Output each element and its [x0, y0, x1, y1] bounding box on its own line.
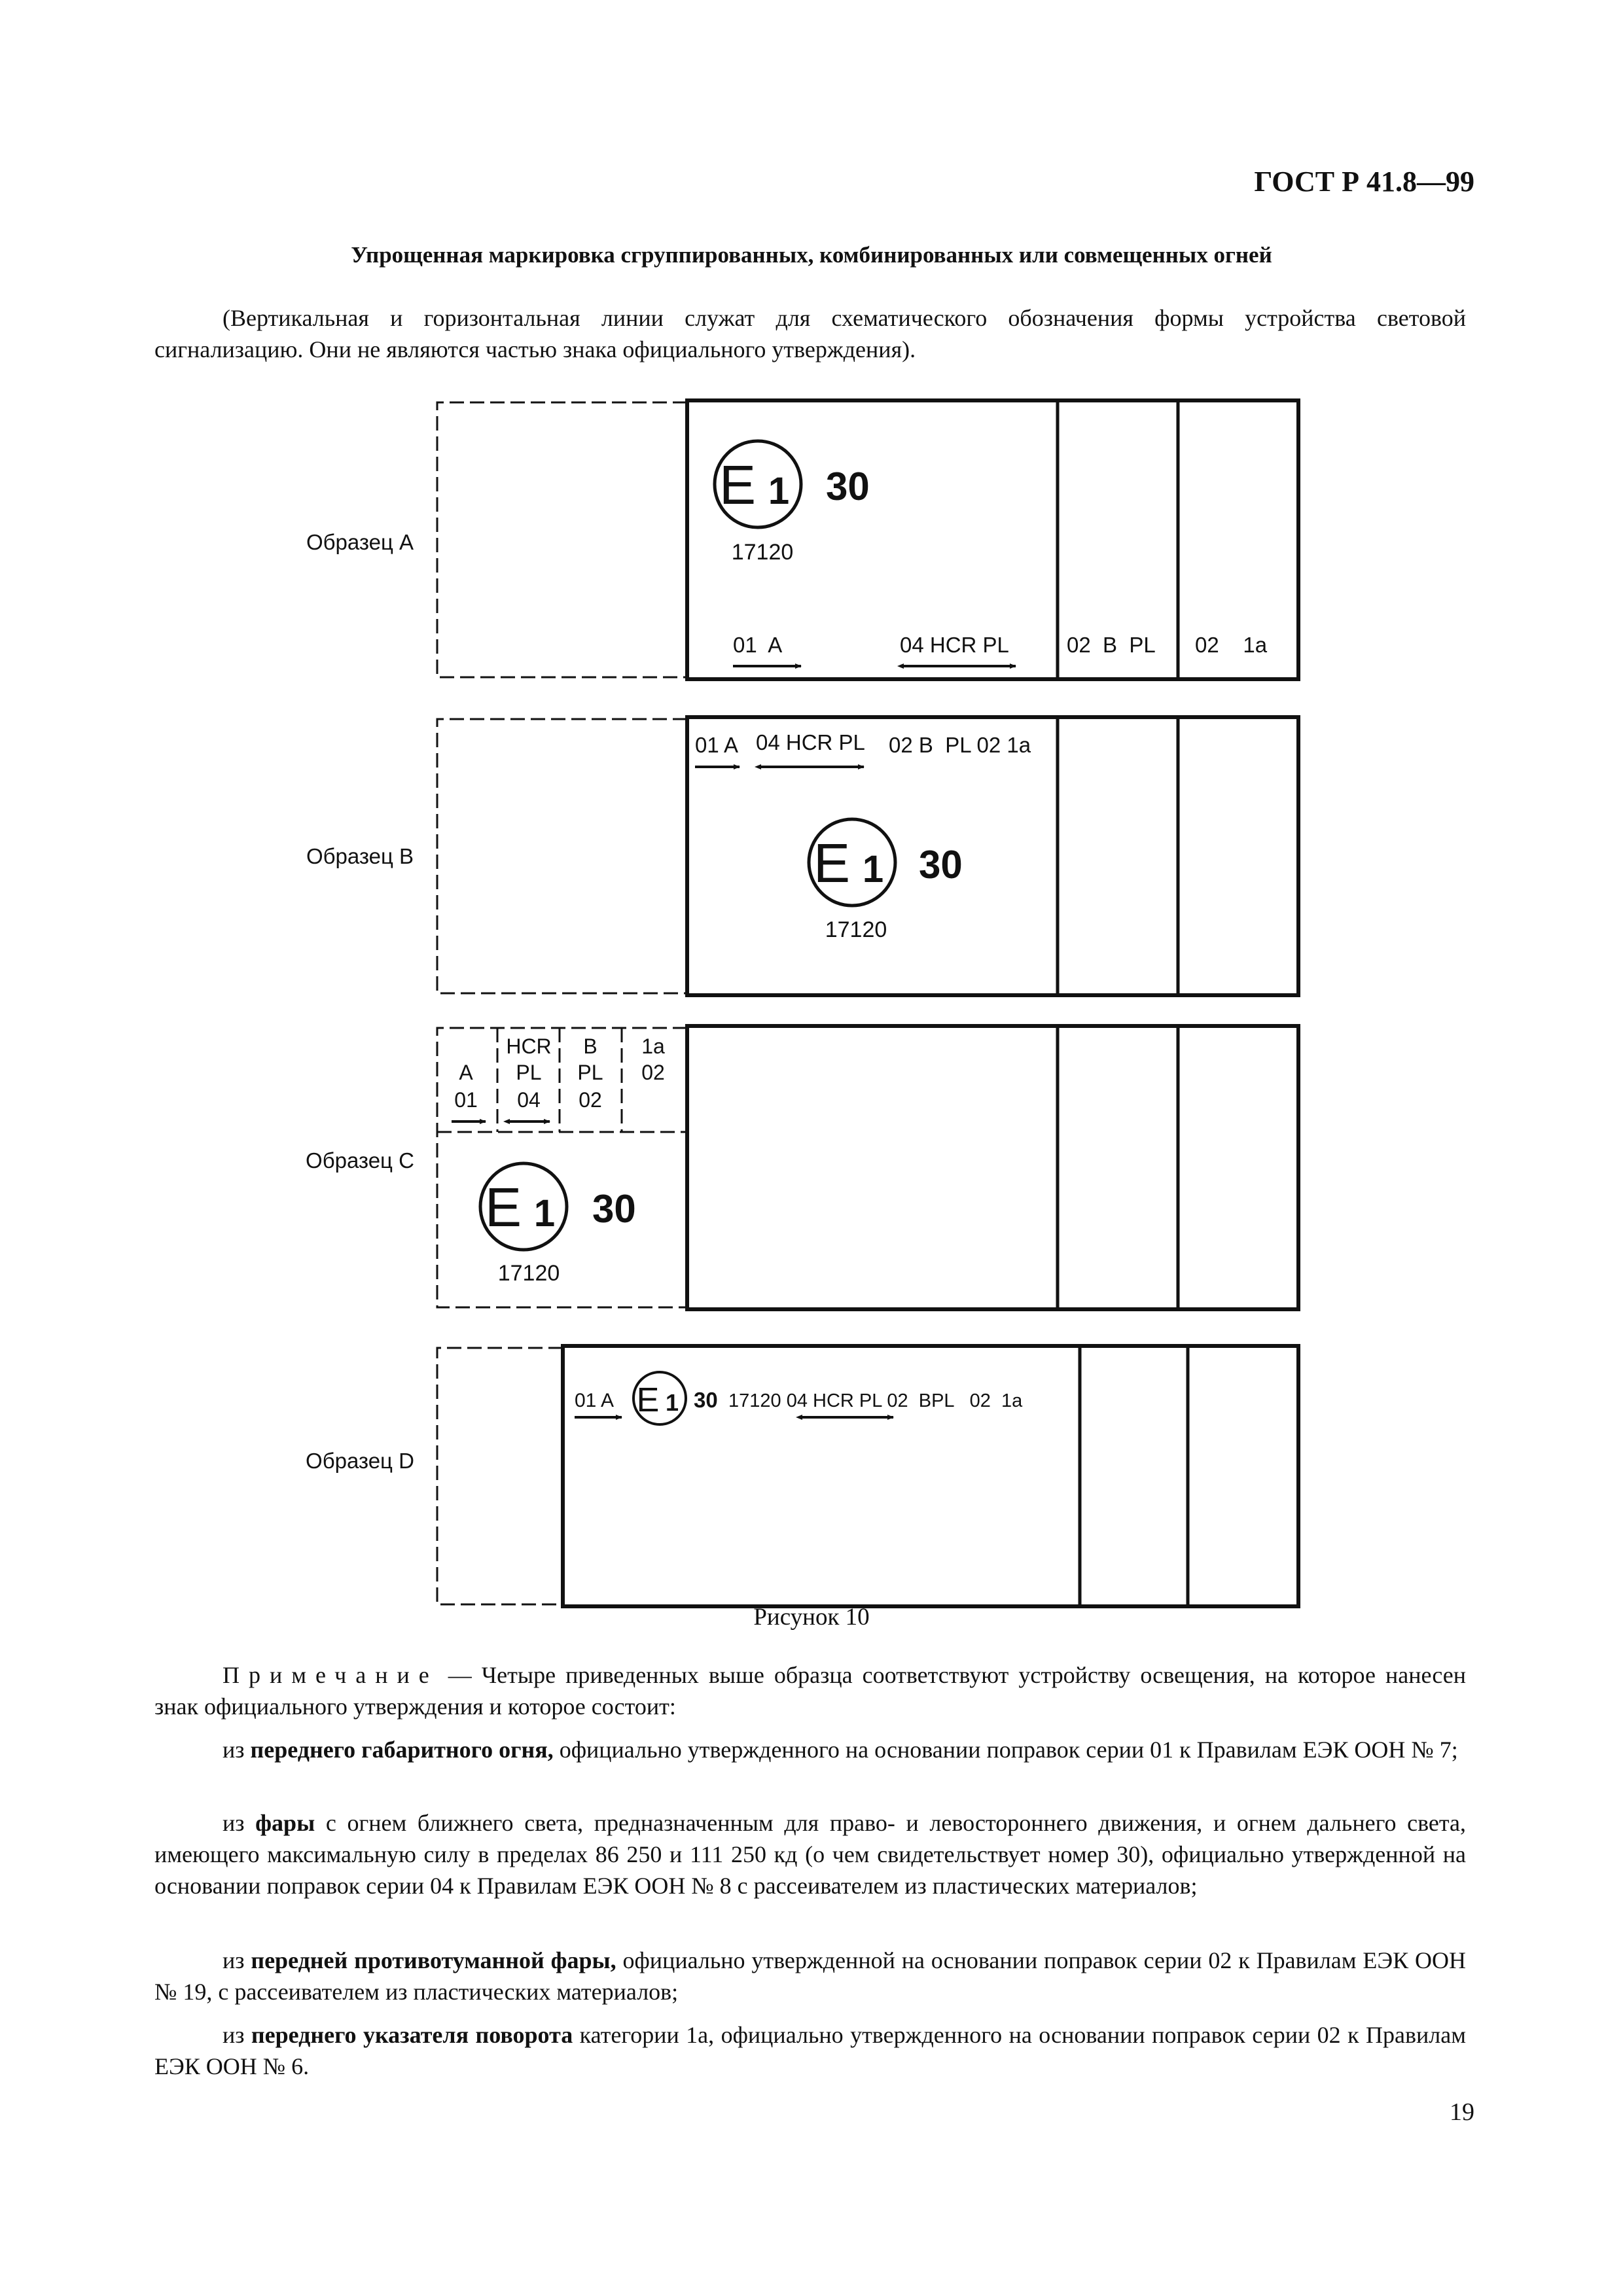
approval-mark — [809, 819, 963, 942]
code-fog-b: B — [583, 1034, 597, 1058]
sample-d — [306, 1346, 1298, 1606]
list-item — [154, 1807, 1466, 1901]
approval-series: 30 — [694, 1388, 718, 1412]
code-position-lamp: 01 A — [695, 733, 739, 757]
document-header: ГОСТ Р 41.8—99 — [1254, 166, 1474, 198]
list-item — [154, 1945, 1466, 2007]
approval-series: 30 — [919, 843, 963, 887]
code-position-lamp: 01 A — [575, 1390, 615, 1411]
approval-letter: E — [636, 1381, 660, 1419]
item-term: переднего указателя поворота — [251, 2022, 573, 2048]
list-item — [154, 2019, 1466, 2082]
approval-series: 30 — [592, 1187, 636, 1231]
item-term: передней противотуманной фары, — [251, 1947, 616, 1973]
approval-number: 17120 — [731, 540, 794, 565]
item-prefix: из — [223, 1810, 256, 1836]
approval-country: 1 — [533, 1192, 556, 1235]
item-text: с огнем ближнего света, предназначенным для право- и левостороннего движения, и огнем дальнего света, имеющего максимальную силу в пределах 86 250 и 111 250 кд (о чем свидетельствует номер 30), официально утвержденной на основании поправок серии 04 к Правилам ЕЭК ООН № 8 с рассеивателем из пластических материалов; — [154, 1810, 1466, 1899]
code-position-lamp-a: A — [459, 1061, 473, 1084]
code-indicator: 02 1a — [1195, 633, 1268, 657]
code-fog-02: 02 — [579, 1088, 602, 1112]
approval-mark — [715, 441, 870, 565]
dashed-outline — [437, 719, 687, 993]
note-paragraph — [154, 1659, 1466, 1722]
code-headlamp: 04 HCR PL — [900, 633, 1009, 657]
item-prefix: из — [223, 2022, 251, 2048]
sample-label: Образец B — [306, 844, 414, 868]
code-indicator-1a: 1a — [641, 1034, 665, 1058]
item-term: фары — [255, 1810, 315, 1836]
approval-number: 17120 — [497, 1261, 560, 1286]
note-label: Примечание — [223, 1662, 438, 1688]
note-text: — Четыре приведенных выше образца соответствуют устройству освещения, на которое нанесен знак официального утверждения и которое состоит: — [154, 1662, 1466, 1720]
dashed-outline — [437, 402, 687, 677]
item-prefix: из — [223, 1947, 251, 1973]
approval-mark — [633, 1372, 718, 1424]
lamp-outline — [687, 717, 1298, 995]
approval-letter: E — [484, 1176, 522, 1238]
list-item — [154, 1734, 1466, 1765]
approval-letter: E — [813, 832, 851, 894]
section-title: Упрощенная маркировка сгруппированных, комбинированных или совмещенных огней — [351, 242, 1272, 268]
code-position-lamp-01: 01 — [454, 1088, 478, 1112]
approval-mark — [480, 1163, 636, 1286]
approval-country: 1 — [768, 470, 790, 512]
item-text: официально утвержденной на основании поправок серии 02 к Правилам ЕЭК ООН № 19, с рассеивателем из пластических материалов; — [154, 1947, 1466, 2005]
code-string: 17120 04 HCR PL 02 BPL 02 1a — [728, 1390, 1023, 1411]
approval-series: 30 — [826, 465, 870, 508]
intro-paragraph: (Вертикальная и горизонтальная линии служат для схематического обозначения формы устройства световой сигнализацию. Они не являются частью знака официального утверждения). — [154, 305, 1466, 362]
approval-country: 1 — [862, 848, 884, 891]
code-indicator-02: 02 — [641, 1061, 665, 1084]
code-headlamp-hcr: HCR — [506, 1034, 552, 1058]
sample-label: Образец D — [306, 1449, 414, 1473]
sample-label: Образец A — [306, 530, 414, 554]
code-fog-lamp: 02 B PL — [1067, 633, 1156, 657]
page-number: 19 — [1450, 2098, 1474, 2126]
sample-c — [306, 1026, 1298, 1309]
code-fog-indicator: 02 B PL 02 1a — [889, 733, 1031, 757]
dashed-outline — [437, 1348, 563, 1604]
code-headlamp-04: 04 — [517, 1088, 541, 1112]
approval-country: 1 — [665, 1389, 679, 1416]
code-headlamp-pl: PL — [516, 1061, 542, 1084]
figure-caption: Рисунок 10 — [753, 1604, 870, 1631]
code-fog-pl: PL — [577, 1061, 603, 1084]
code-position-lamp: 01 A — [733, 633, 783, 657]
sample-a — [306, 400, 1298, 679]
item-prefix: из — [223, 1737, 251, 1763]
sample-label: Образец C — [306, 1148, 414, 1173]
sample-b — [306, 717, 1298, 995]
approval-letter: E — [719, 454, 757, 516]
item-text: категории 1а, официально утвержденного на основании поправок серии 02 к Правилам ЕЭК ООН № 6. — [154, 2022, 1466, 2079]
code-headlamp: 04 HCR PL — [756, 730, 865, 754]
item-text: официально утвержденного на основании поправок серии 01 к Правилам ЕЭК ООН № 7; — [553, 1737, 1458, 1763]
approval-number: 17120 — [825, 917, 887, 942]
lamp-outline — [687, 1026, 1298, 1309]
item-term: переднего габаритного огня, — [250, 1737, 554, 1763]
